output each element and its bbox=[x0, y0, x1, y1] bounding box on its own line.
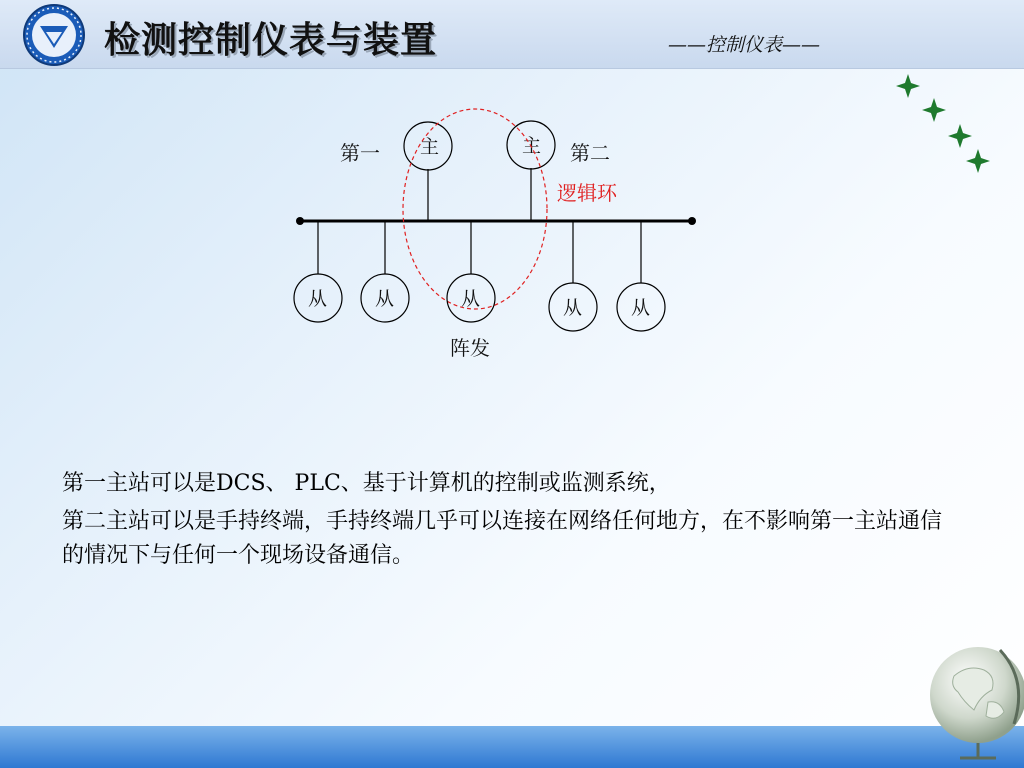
section-subtitle: ——控制仪表—— bbox=[668, 34, 821, 56]
burst-label: 阵发 bbox=[450, 336, 490, 360]
logical-ring-label: 逻辑环 bbox=[557, 181, 617, 205]
second-master-label: 第二 bbox=[570, 141, 610, 165]
first-master-label: 第一 bbox=[340, 141, 380, 165]
master-1-label: 主 bbox=[420, 136, 440, 158]
description-paragraph-1: 第一主站可以是DCS、 PLC、基于计算机的控制或监测系统， bbox=[62, 471, 671, 496]
description-block bbox=[62, 467, 962, 577]
slave-1-label: 从 bbox=[308, 288, 328, 310]
globe-icon bbox=[924, 640, 1024, 762]
slave-5-label: 从 bbox=[631, 297, 651, 319]
bus-endpoint-right bbox=[688, 217, 696, 225]
footer-bar bbox=[0, 726, 1024, 768]
page-title: 检测控制仪表与装置 bbox=[104, 20, 438, 61]
slave-4-label: 从 bbox=[563, 297, 583, 319]
master-2-label: 主 bbox=[522, 135, 542, 157]
bus-endpoint-left bbox=[296, 217, 304, 225]
slave-2-label: 从 bbox=[375, 288, 395, 310]
description-paragraph-2: 第二主站可以是手持终端，手持终端几乎可以连接在网络任何地方，在不影响第一主站通信的情况下与任何一个现场设备通信。 bbox=[62, 509, 943, 568]
slave-3-label: 从 bbox=[461, 288, 481, 310]
